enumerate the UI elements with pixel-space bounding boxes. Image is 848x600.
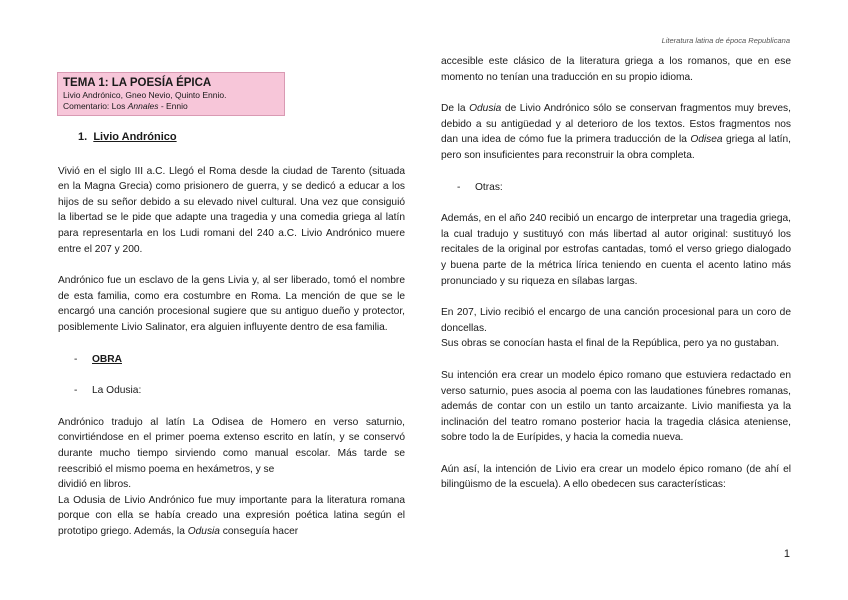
paragraph: accesible este clásico de la literatura griega a los romanos, que en ese momento no tenían una traducción en su propio idioma. xyxy=(441,56,791,83)
otras-label: Otras: xyxy=(475,181,503,193)
bullet-dash: - xyxy=(457,181,461,193)
paragraph xyxy=(441,101,791,163)
comment-italic: Annales xyxy=(127,101,159,111)
paragraph: Andrónico fue un esclavo de la gens Livia y, al ser liberado, tomó el nombre de esta familia, como era costumbre en Roma. La mención de que se le encargó una canción procesional sugiere que su antiguo dueño y protector, posiblemente Livio Salinator, era alguien influyente dentro de esa familia. xyxy=(58,275,405,333)
paragraph: Además, en el año 240 recibió un encargo de interpretar una tragedia griega, la cual tradujo y sustituyó con más libertad al autor original: sustituyó los recitales de la original por estrofas cantadas, tomó el verso griego dialogado y buena parte de la métrica lírica teniendo en cuenta el acento latino más pronunciado y su riqueza en sílabas largas. xyxy=(441,213,791,287)
right-column xyxy=(441,54,791,509)
bullet-otras xyxy=(457,180,791,196)
obra-heading: OBRA xyxy=(92,353,122,365)
paragraph: Su intención era crear un modelo épico romano que estuviera redactado en verso saturnio, pues asocia al poema con las laudationes fúnebres romanas, además de contar con un estilo un tanto arcaizante. Livio manifiesta ya la inclinación del teatro romano posterior hacia la tragedia clásica ateniense, sobre todo la de Eurípides, y hacia la comedia nueva. xyxy=(441,369,791,444)
paragraph: Andrónico tradujo al latín La Odisea de Homero en verso saturnio, convirtiéndose en el primer poema extenso escrito en latín, y se conservó durante mucho tiempo sirviendo como manual escolar. Más tarde se reescribió el mismo poema en hexámetros, y se xyxy=(58,416,405,475)
bullet-obra xyxy=(74,352,405,368)
topic-title-box xyxy=(57,72,285,116)
topic-comment xyxy=(63,101,279,112)
paragraph: Vivió en el siglo III a.C. Llegó el Roma desde la ciudad de Tarento (situada en la Magna Grecia) como prisionero de guerra, y se dedicó a educar a los hijos de su señor debido a su elevado nivel cultural. Una vez que consiguió la libertad se le pide que adapte una tragedia y una comedia griega al latín para representarla en los Ludi romani del 240 a.C. Livio Andrónico muere entre el 207 y 200. xyxy=(58,165,405,255)
section-heading xyxy=(78,130,405,146)
text-run: De la xyxy=(441,103,470,115)
paragraph: Aún así, la intención de Livio era crear un modelo épico romano (de ahí el bilingüismo de la escuela). A ello obedecen sus características: xyxy=(441,463,791,491)
bullet-dash: - xyxy=(74,353,78,365)
paragraph: En 207, Livio recibió el encargo de una canción procesional para un coro de doncellas. xyxy=(441,307,791,334)
comment-suffix: - Ennio xyxy=(158,101,188,111)
text-run: conseguía hacer xyxy=(219,525,299,537)
text-italic: Odusia xyxy=(187,525,220,537)
text-run: La Odusia de Livio Andrónico fue muy importante para la literatura romana porque con ella se había creado una expresión poética latina según el prototipo griego. Además, la xyxy=(58,494,405,537)
odusia-label: La Odusia: xyxy=(92,385,142,397)
topic-authors: Livio Andrónico, Gneo Nevio, Quinto Ennio. xyxy=(63,90,227,100)
left-column xyxy=(58,130,405,555)
comment-prefix: Comentario: Los xyxy=(63,101,128,111)
section-title: Livio Andrónico xyxy=(93,131,177,143)
topic-title: TEMA 1: LA POESÍA ÉPICA xyxy=(63,77,212,89)
bullet-dash: - xyxy=(74,385,78,397)
page-number: 1 xyxy=(783,548,790,560)
bullet-odusia xyxy=(74,383,405,399)
text-run: griega al latín, pero son insuficientes para reconstruir la obra completa. xyxy=(441,134,791,161)
paragraph: Sus obras se conocían hasta el final de la República, pero ya no gustaban. xyxy=(441,338,780,350)
paragraph-cont: dividió en libros. xyxy=(58,479,132,491)
text-run: de Livio Andrónico sólo se conservan fragmentos muy breves, debido a su antigüedad y al deterioro de los textos. Estos fragmentos nos dan una idea de cómo fue la primera traducción de la xyxy=(441,103,791,146)
section-number: 1. xyxy=(78,131,88,143)
paragraph xyxy=(58,493,405,540)
text-italic: Odusia xyxy=(469,103,502,115)
running-header: Literatura latina de época Republicana xyxy=(661,36,790,45)
text-italic: Odisea xyxy=(690,134,723,146)
